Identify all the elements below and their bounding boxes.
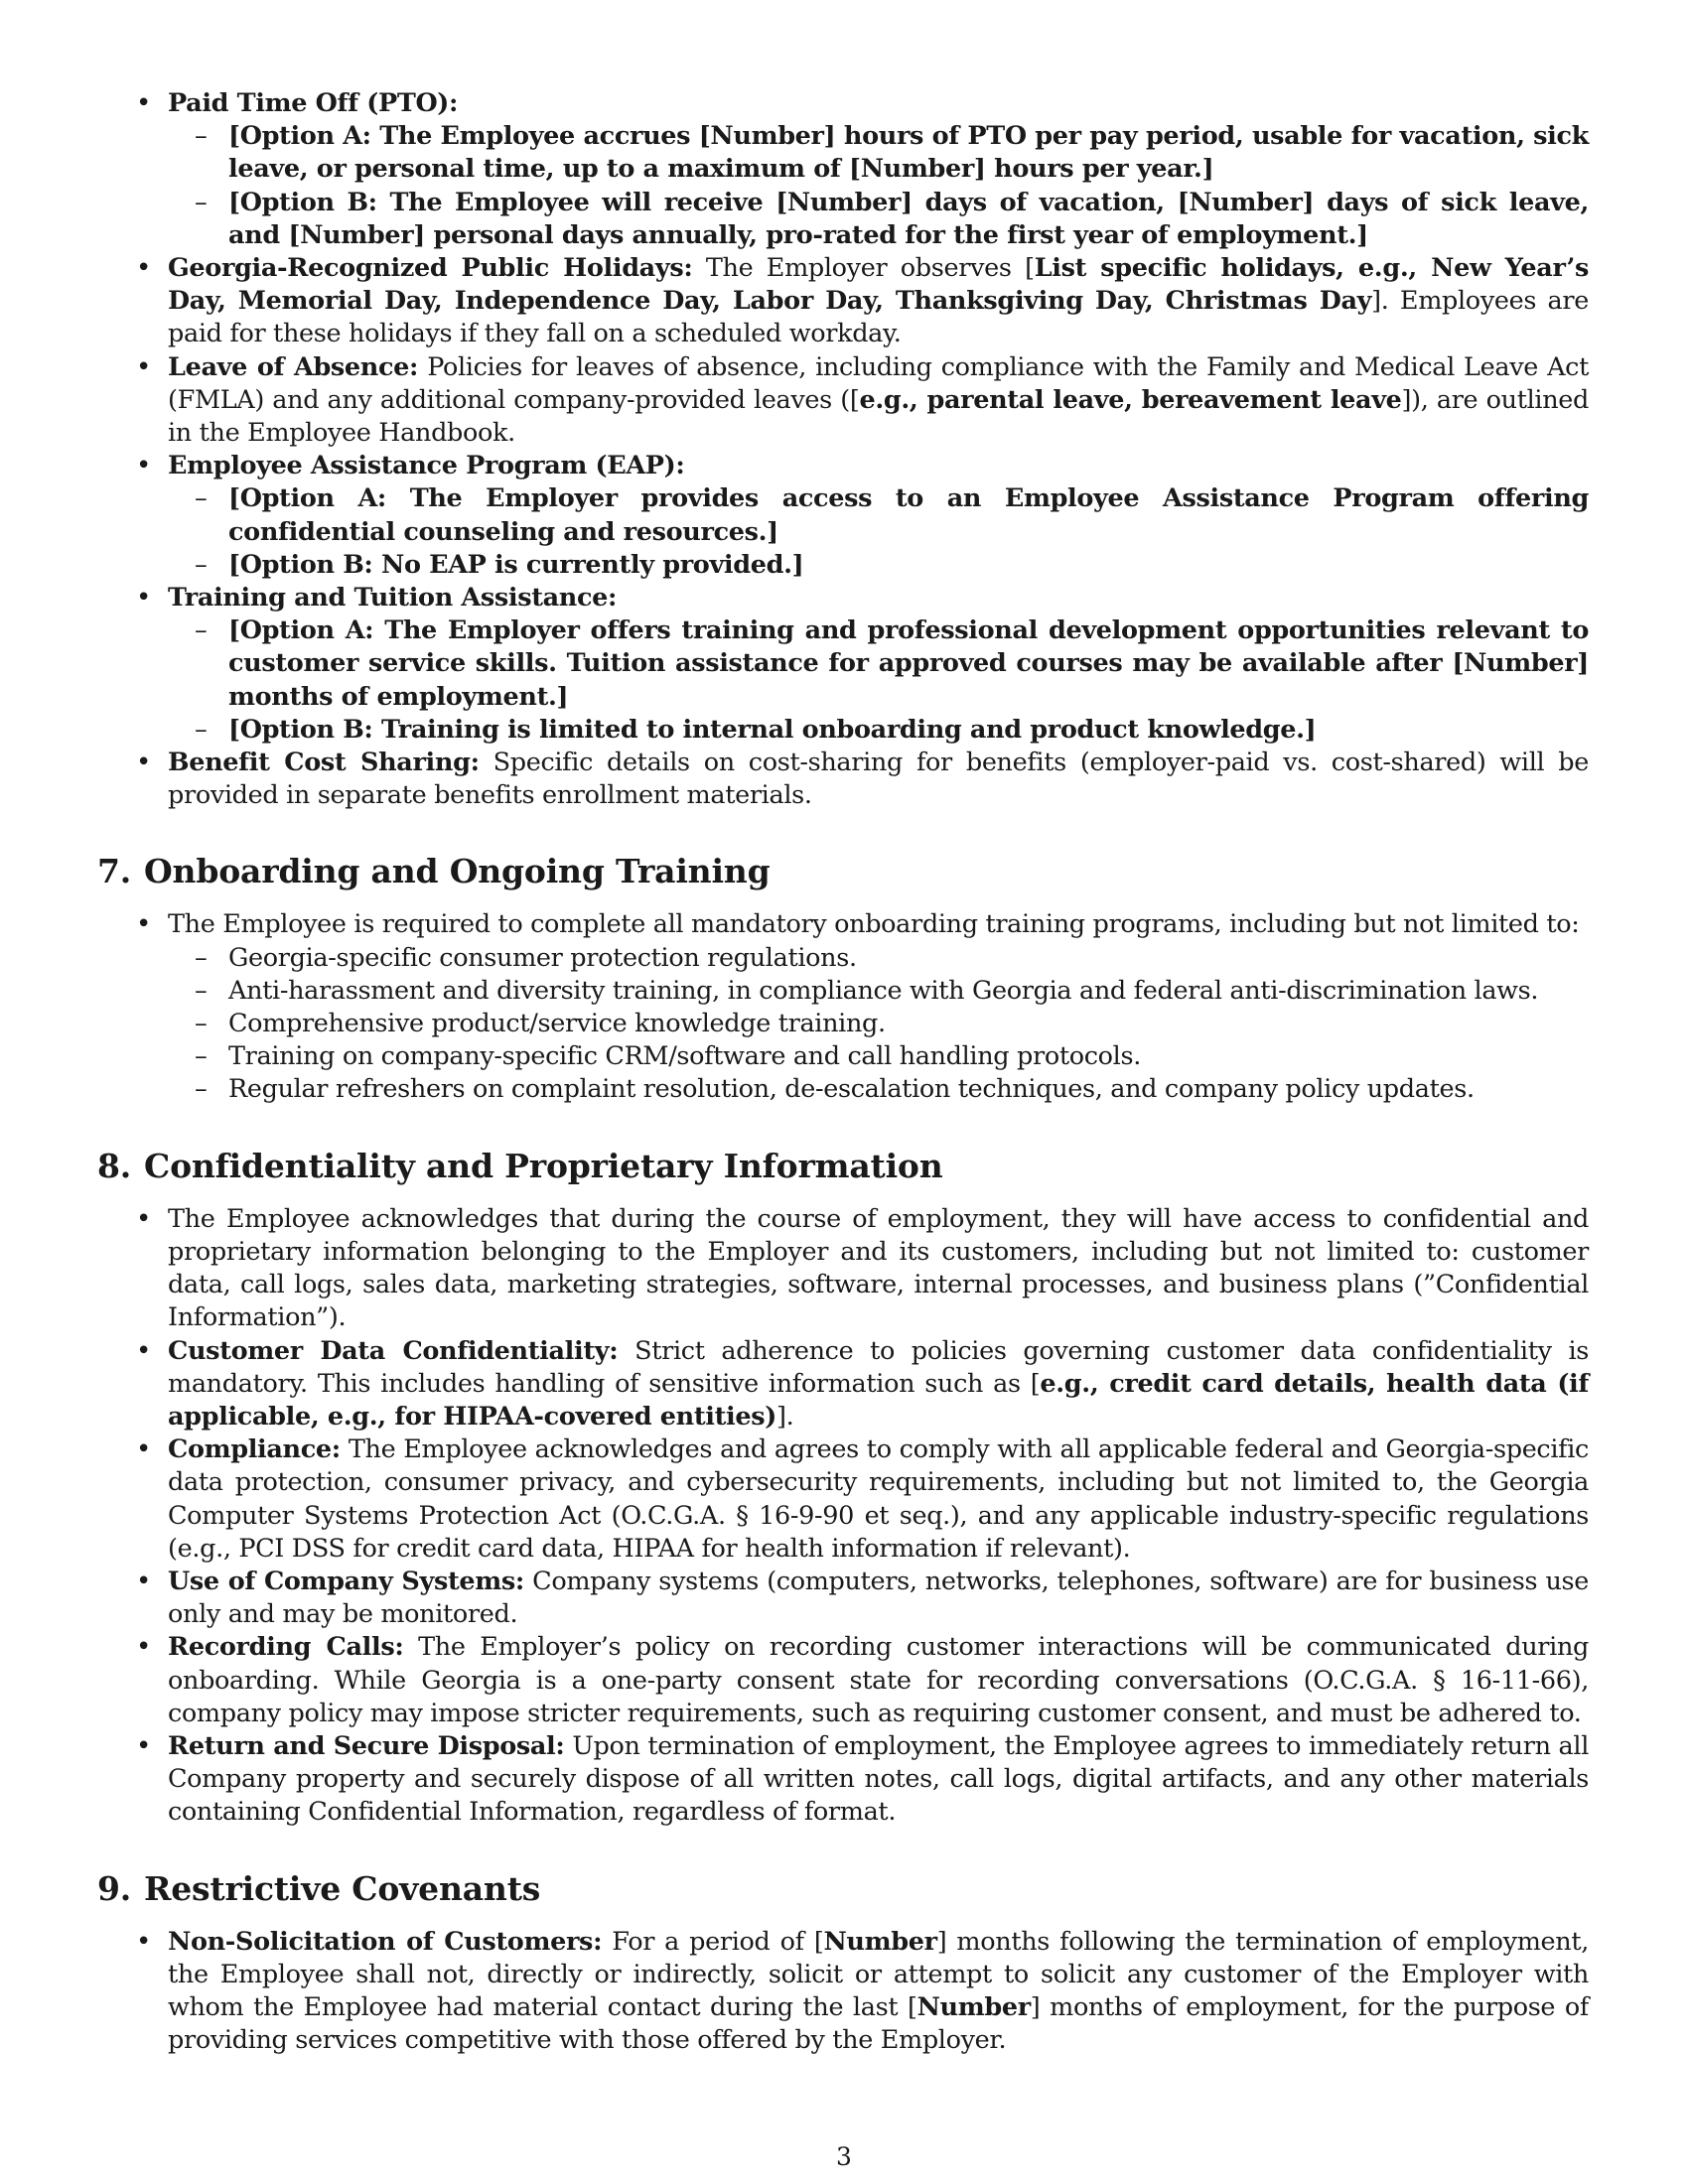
item-label: Employee Assistance Program (EAP): (168, 451, 685, 481)
list-item-company-systems: • Use of Company Systems: Company systems (computers, networks, telephones, software) are for business use only and may be monitored. (97, 1566, 1589, 1631)
list-item-leave: • Leave of Absence: Policies for leaves of absence, including compliance with the Family and Medical Leave Act (FMLA) and any additional company-provided leaves ([e.g., parental leave, bereavement leave]), are outlined in the Employee Handbook. (97, 351, 1589, 451)
item-label: Recording Calls: (168, 1632, 404, 1663)
page-number: 3 (836, 2142, 852, 2171)
list-item-customer-data: • Customer Data Confidentiality: Strict adherence to policies governing customer data confidentiality is mandatory. This includes handling of sensitive information such as [e.g., credit card details, health data (if applicable, e.g., for HIPAA-covered entities)]. (97, 1335, 1589, 1434)
section-heading-7: 7. Onboarding and Ongoing Training (97, 852, 771, 891)
option-item: – [Option A: The Employer offers training and professional development opportunities relevant to customer service skills. Tuition assistance for approved courses may be available after [Number] months of employment.] (168, 614, 1589, 714)
section-heading-8: 8. Confidentiality and Proprietary Information (97, 1146, 943, 1185)
sub-list-item: – Anti-harassment and diversity training, in compliance with Georgia and federal anti-discrimination laws. (168, 975, 1589, 1008)
list-item-eap (97, 450, 1589, 582)
item-label: Paid Time Off (PTO): (168, 88, 459, 118)
sub-list-item: – Regular refreshers on complaint resolution, de-escalation techniques, and company policy updates. (168, 1073, 1589, 1106)
item-label: Georgia-Recognized Public Holidays: (168, 253, 693, 284)
eap-options (168, 482, 1589, 582)
item-label: Leave of Absence: (168, 351, 419, 382)
list-item-disposal: • Return and Secure Disposal: Upon termination of employment, the Employee agrees to immediately return all Company property and securely dispose of all written notes, call logs, digital artifacts, and any other materials containing Confidential Information, regardless of format. (97, 1730, 1589, 1830)
option-item: – [Option A: The Employer provides access to an Employee Assistance Program offering confidential counseling and resources.] (168, 482, 1589, 548)
section7-list (97, 908, 1589, 1106)
list-item-non-solicitation: • Non-Solicitation of Customers: For a period of [Number] months following the termination of employment, the Employee shall not, directly or indirectly, solicit or attempt to solicit any customer of the Employer with whom the Employee had material contact during the last [Number] months of employment, for the purpose of providing services competitive with those offered by the Employer. (97, 1926, 1589, 2058)
section8-list (97, 1203, 1589, 1830)
document-page (97, 87, 1589, 2057)
sub-list-item: – Comprehensive product/service knowledge training. (168, 1008, 1589, 1040)
pto-options (168, 120, 1589, 252)
option-item: – [Option B: The Employee will receive [Number] days of vacation, [Number] days of sick leave, and [Number] personal days annually, pro-rated for the first year of employment.] (168, 187, 1589, 252)
option-item: – [Option B: No EAP is currently provided.] (168, 549, 1589, 582)
list-item: • The Employee is required to complete all mandatory onboarding training programs, including but not limited to: – Georgia-specific consumer protection regulations. – Anti-harassment and diversity training, in compliance with Georgia and federal anti-discrimination laws. – Comprehensive product/service knowledge training. – Training on company-specific CRM/software and call handling protocols. – Regular refreshers on complaint resolution, de-escalation techniques, and company policy updates. (97, 908, 1589, 1106)
training-options (168, 614, 1589, 747)
list-item-cost-sharing: • Benefit Cost Sharing: Specific details on cost-sharing for benefits (employer-paid vs. cost-shared) will be provided in separate benefits enrollment materials. (97, 747, 1589, 812)
benefits-list (97, 87, 1589, 812)
option-item: – [Option B: Training is limited to internal onboarding and product knowledge.] (168, 714, 1589, 747)
list-item-recording-calls: • Recording Calls: The Employer’s policy on recording customer interactions will be communicated during onboarding. While Georgia is a one-party consent state for recording conversations (O.C.G.A. § 16-11-66), company policy may impose stricter requirements, such as requiring customer consent, and must be adhered to. (97, 1631, 1589, 1730)
sub-list-item: – Training on company-specific CRM/software and call handling protocols. (168, 1040, 1589, 1073)
option-item: – [Option A: The Employee accrues [Number] hours of PTO per pay period, usable for vacation, sick leave, or personal time, up to a maximum of [Number] hours per year.] (168, 120, 1589, 186)
training-topics (168, 942, 1589, 1107)
list-item-holidays: • Georgia-Recognized Public Holidays: The Employer observes [List specific holidays, e.g., New Year’s Day, Memorial Day, Independence Day, Labor Day, Thanksgiving Day, Christmas Day]. Employees are paid for these holidays if they fall on a scheduled workday. (97, 252, 1589, 351)
item-label: Compliance: (168, 1434, 341, 1465)
item-label: Training and Tuition Assistance: (168, 583, 618, 614)
item-label: Non-Solicitation of Customers: (168, 1926, 603, 1957)
sub-list-item: – Georgia-specific consumer protection regulations. (168, 942, 1589, 975)
item-label: Return and Secure Disposal: (168, 1730, 565, 1761)
list-item-compliance: • Compliance: The Employee acknowledges and agrees to comply with all applicable federal and Georgia-specific data protection, consumer privacy, and cybersecurity requirements, including but not limited to, the Georgia Computer Systems Protection Act (O.C.G.A. § 16-9-90 et seq.), and any applicable industry-specific regulations (e.g., PCI DSS for credit card data, HIPAA for health information if relevant). (97, 1433, 1589, 1566)
item-label: Customer Data Confidentiality: (168, 1335, 619, 1366)
list-item: • The Employee acknowledges that during the course of employment, they will have access to confidential and proprietary information belonging to the Employer and its customers, including but not limited to: customer data, call logs, sales data, marketing strategies, software, internal processes, and business plans (”Confidential Information”). (97, 1203, 1589, 1335)
item-label: Use of Company Systems: (168, 1566, 524, 1596)
section9-list (97, 1926, 1589, 2058)
item-label: Benefit Cost Sharing: (168, 748, 480, 778)
list-item-pto (97, 87, 1589, 252)
section-heading-9: 9. Restrictive Covenants (97, 1868, 541, 1908)
list-item-training (97, 582, 1589, 747)
